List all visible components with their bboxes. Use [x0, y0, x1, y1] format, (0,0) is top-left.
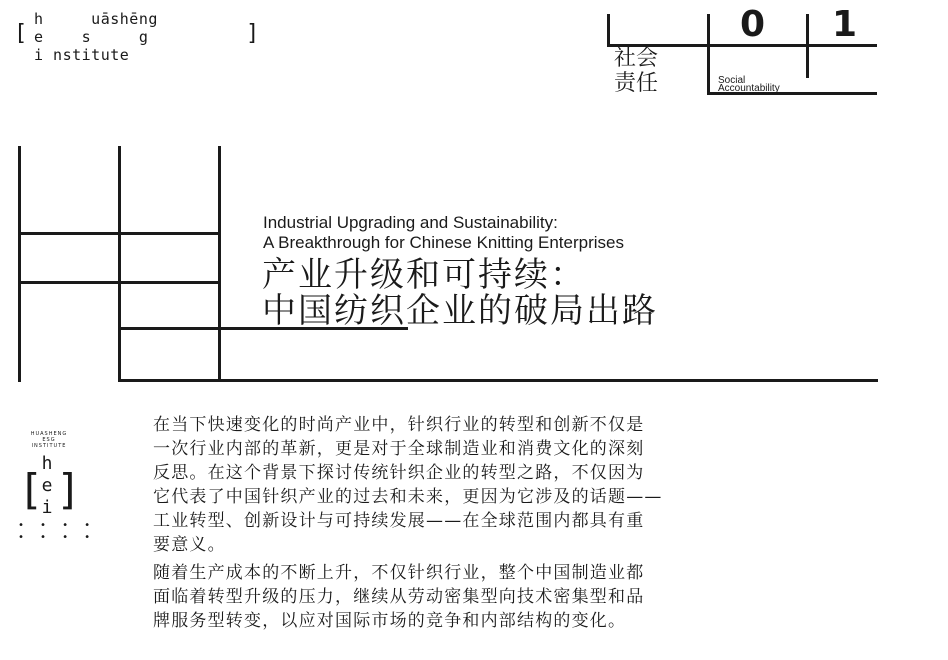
mark-small-line-2: ESG: [42, 437, 56, 443]
institute-logo: [14, 8, 260, 64]
mark-dots: • • • •: [18, 532, 96, 543]
badge-divider: [707, 14, 710, 94]
body-line: 一次行业内部的革新，更是对于全球制造业和消费文化的深刻: [153, 439, 645, 459]
logo-line-2: e s g: [34, 28, 149, 46]
title-cn-line-2: 中国纺织企业的破局出路: [262, 291, 658, 331]
badge-cn-line-1: 社会: [614, 46, 659, 71]
logo-bracket-right: ]: [246, 21, 260, 46]
mark-letter-h: h: [41, 453, 53, 474]
badge-cn-line-2: 责任: [614, 71, 659, 96]
badge-number-right: 1: [832, 4, 858, 45]
body-paragraph-1: [153, 413, 893, 557]
mark-small-line-1: HUASHENG: [30, 431, 68, 437]
body-line: 随着生产成本的不断上升，不仅针织行业，整个中国制造业都: [153, 563, 645, 583]
mark-dots: • • • •: [18, 520, 96, 531]
badge-divider: [607, 14, 610, 46]
grid-line: [118, 146, 121, 382]
body-line: 牌服务型转变，以应对国际市场的竞争和内部结构的变化。: [153, 611, 627, 631]
mark-letter-e: e: [41, 475, 53, 496]
body-line: 要意义。: [153, 535, 226, 555]
body-line: 面临着转型升级的压力，继续从劳动密集型向技术密集型和品: [153, 587, 645, 607]
title-en-line-1: Industrial Upgrading and Sustainability:: [263, 213, 558, 232]
badge-divider: [806, 14, 809, 78]
grid-line: [18, 146, 21, 382]
logo-line-1: h uāshēng: [34, 10, 158, 28]
badge-en-line-2: Accountability: [718, 83, 780, 94]
logo-bracket-left: [: [14, 21, 28, 46]
body-line: 反思。在这个背景下探讨传统针织企业的转型之路，不仅因为: [153, 463, 645, 483]
mark-bracket-left: [: [18, 465, 44, 514]
title-cn-line-1: 产业升级和可持续：: [262, 255, 586, 295]
body-line: 工业转型、创新设计与可持续发展——在全球范围内都具有重: [153, 511, 645, 531]
title-en-line-2: A Breakthrough for Chinese Knitting Enterprises: [263, 233, 624, 252]
mark-bracket-right: ]: [56, 465, 82, 514]
body-line: 它代表了中国针织产业的过去和未来，更因为它涉及的话题——: [153, 487, 663, 507]
grid-line: [118, 379, 878, 382]
grid-line: [18, 281, 221, 284]
badge-en-line-1: Social: [718, 75, 746, 86]
grid-line: [18, 232, 221, 235]
logo-line-3: i nstitute: [34, 46, 130, 64]
mark-small-line-3: INSTITUTE: [31, 443, 67, 449]
grid-line: [218, 146, 221, 382]
body-line: 在当下快速变化的时尚产业中，针织行业的转型和创新不仅是: [153, 415, 645, 435]
body-paragraph-2: [153, 561, 893, 633]
badge-number-left: 0: [740, 4, 766, 45]
mark-letter-i: i: [41, 497, 53, 518]
